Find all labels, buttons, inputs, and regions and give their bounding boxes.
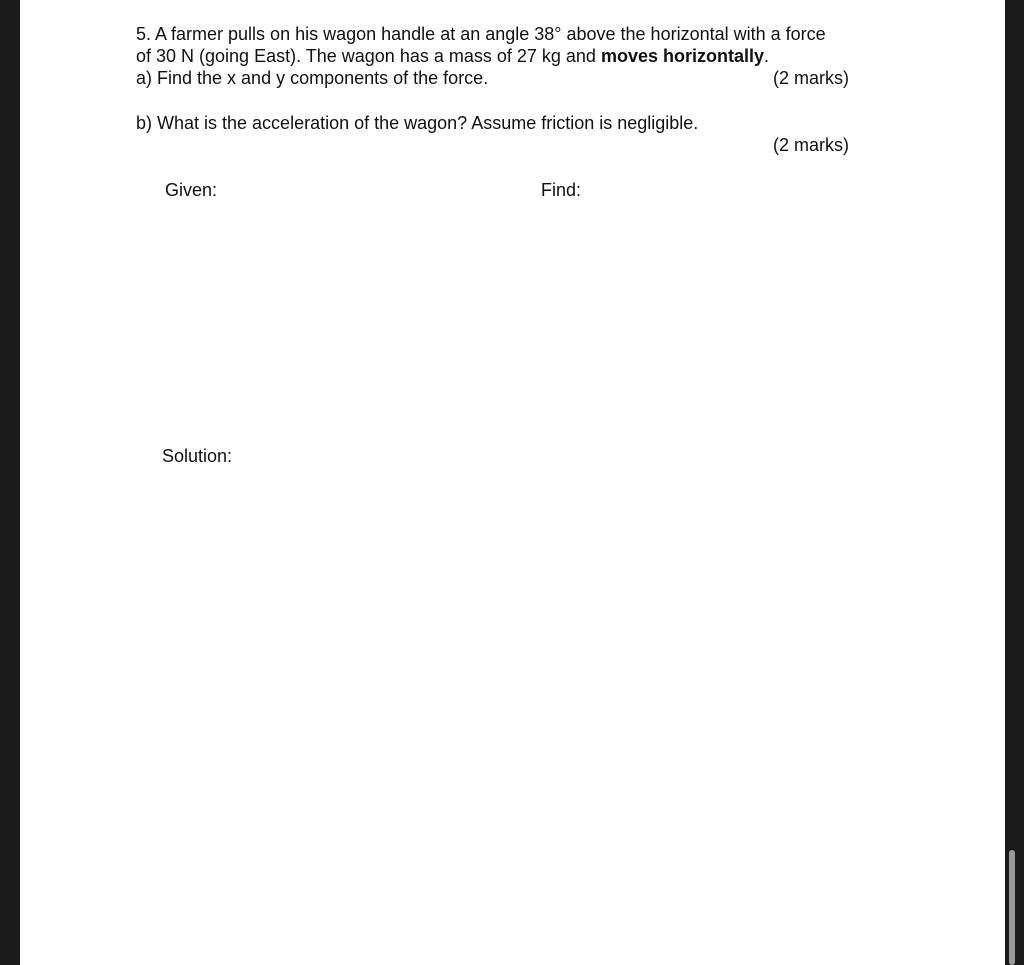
- question-text-line-2-end: .: [764, 46, 770, 66]
- vertical-scrollbar[interactable]: [1009, 850, 1015, 965]
- part-b-marks: (2 marks): [773, 135, 849, 155]
- question-text-line-1: 5. A farmer pulls on his wagon handle at an angle 38° above the horizontal with a force: [136, 24, 826, 44]
- question-text-line-2-start: of 30 N (going East). The wagon has a mass of 27 kg and: [136, 46, 601, 66]
- part-a-marks: (2 marks): [773, 68, 849, 88]
- solution-label: Solution:: [162, 446, 233, 466]
- emphasis-moves-horizontally: moves horizontally: [600, 46, 764, 66]
- part-a-prompt: a) Find the x and y components of the force.: [136, 68, 489, 88]
- given-label: Given:: [165, 180, 218, 200]
- find-label: Find:: [541, 180, 582, 200]
- document-page: [20, 0, 1005, 965]
- part-b-prompt: b) What is the acceleration of the wagon? Assume friction is negligible.: [136, 113, 699, 133]
- question-text-line-2: [136, 45, 769, 67]
